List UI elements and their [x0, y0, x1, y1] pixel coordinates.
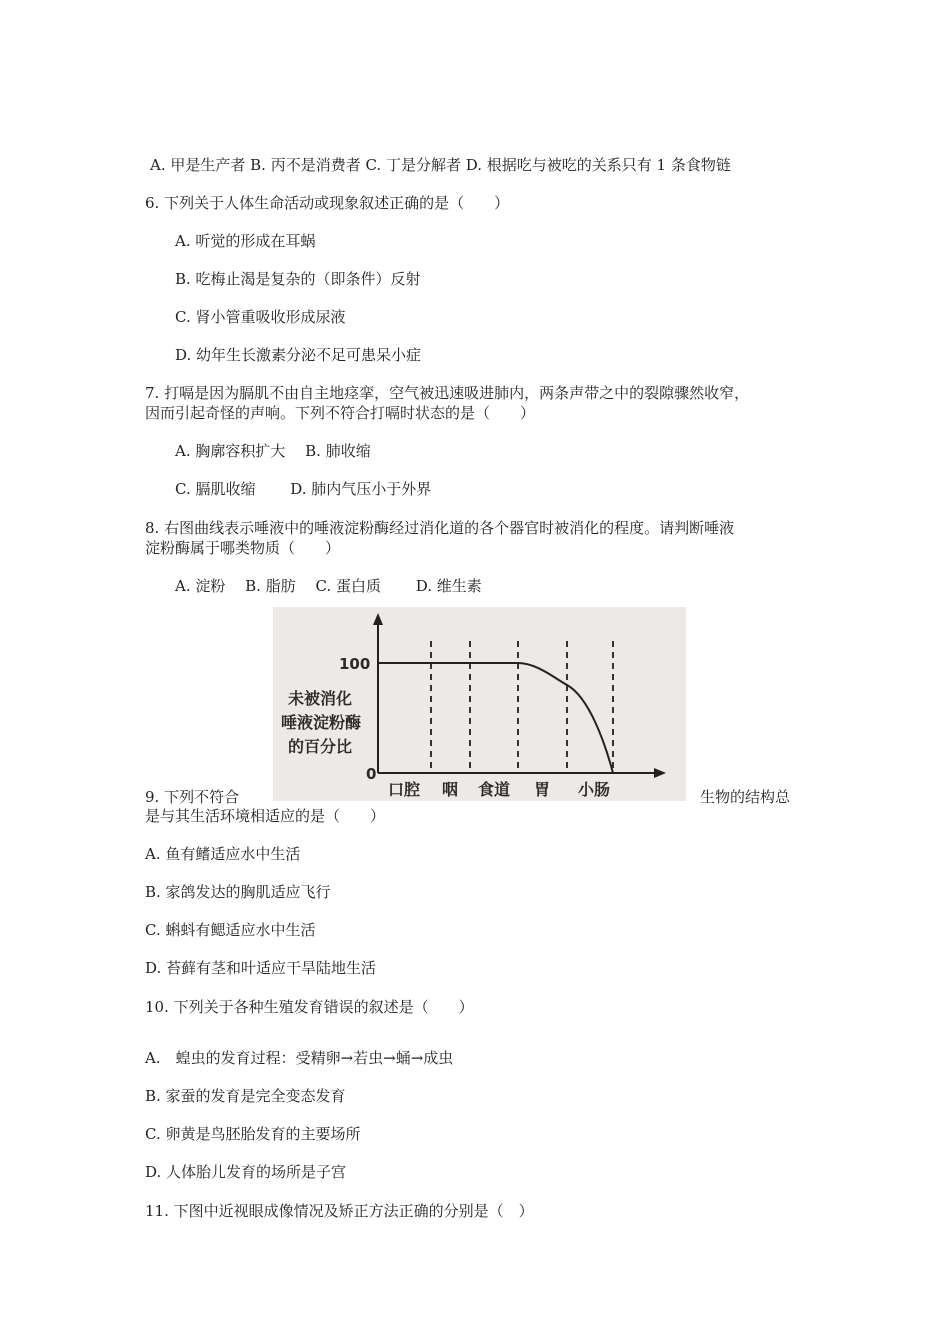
q9-option-b: B. 家鸽发达的胸肌适应飞行 — [145, 883, 331, 901]
q9-stem-left: 9. 下列不符合 — [145, 788, 240, 806]
q9-option-c: C. 蝌蚪有鳃适应水中生活 — [145, 921, 316, 939]
q6-option-b: B. 吃梅止渴是复杂的（即条件）反射 — [175, 270, 421, 288]
q7-stem-line1: 7. 打嗝是因为膈肌不由自主地痉挛，空气被迅速吸进肺内，两条声带之中的裂隙骤然收窄， — [145, 384, 750, 402]
y-axis-label-line1: 未被消化 — [288, 689, 353, 708]
q6-option-d: D. 幼年生长激素分泌不足可患呆小症 — [175, 346, 422, 364]
q10-stem: 10. 下列关于各种生殖发育错误的叙述是（ ） — [145, 998, 474, 1016]
digestion-curve-chart — [273, 607, 686, 801]
q8-stem-line1: 8. 右图曲线表示唾液中的唾液淀粉酶经过消化道的各个器官时被消化的程度。请判断唾液 — [145, 519, 735, 537]
q10-option-c: C. 卵黄是鸟胚胎发育的主要场所 — [145, 1125, 361, 1143]
x-label-esophagus: 食道 — [478, 780, 511, 799]
q9-stem-line2: 是与其生活环境相适应的是（ ） — [145, 807, 386, 825]
q9-option-a: A. 鱼有鳍适应水中生活 — [145, 845, 301, 863]
q6-stem: 6. 下列关于人体生命活动或现象叙述正确的是（ ） — [145, 194, 510, 212]
y-tick-0: 0 — [366, 765, 377, 783]
x-label-pharynx: 咽 — [442, 780, 459, 799]
q6-option-c: C. 肾小管重吸收形成尿液 — [175, 308, 346, 326]
q9-option-d: D. 苔藓有茎和叶适应干旱陆地生活 — [145, 959, 377, 977]
q10-option-b: B. 家蚕的发育是完全变态发育 — [145, 1087, 346, 1105]
x-axis-arrow-icon — [654, 768, 666, 778]
q7-stem-line2: 因而引起奇怪的声响。下列不符合打嗝时状态的是（ ） — [145, 404, 536, 422]
q5-options: A. 甲是生产者 B. 丙不是消费者 C. 丁是分解者 D. 根据吃与被吃的关系只有 1 条食物链 — [150, 156, 731, 174]
q8-options: A. 淀粉 B. 脂肪 C. 蛋白质 D. 维生素 — [175, 577, 482, 595]
q11-stem: 11. 下图中近视眼成像情况及矫正方法正确的分别是（ ） — [145, 1202, 534, 1220]
y-axis-label-line2: 唾液淀粉酶 — [281, 713, 362, 732]
x-label-oral: 口腔 — [388, 780, 421, 799]
digestion-curve-figure — [273, 607, 686, 801]
q7-options-line2: C. 膈肌收缩 D. 肺内气压小于外界 — [175, 480, 432, 498]
y-axis-label-line3: 的百分比 — [288, 737, 353, 756]
q10-option-d: D. 人体胎儿发育的场所是子宫 — [145, 1163, 347, 1181]
q9-stem-right: 生物的结构总 — [700, 788, 791, 806]
q7-options-line1: A. 胸廓容积扩大 B. 肺收缩 — [175, 442, 371, 460]
y-tick-100: 100 — [339, 655, 371, 673]
x-label-stomach: 胃 — [534, 780, 551, 799]
y-axis-arrow-icon — [373, 613, 383, 625]
q8-stem-line2: 淀粉酶属于哪类物质（ ） — [145, 539, 341, 557]
q10-option-a: A. 蝗虫的发育过程：受精卵→若虫→蛹→成虫 — [145, 1049, 454, 1067]
data-curve — [378, 663, 613, 773]
x-label-small-intestine: 小肠 — [578, 780, 611, 799]
q6-option-a: A. 听觉的形成在耳蜗 — [175, 232, 316, 250]
